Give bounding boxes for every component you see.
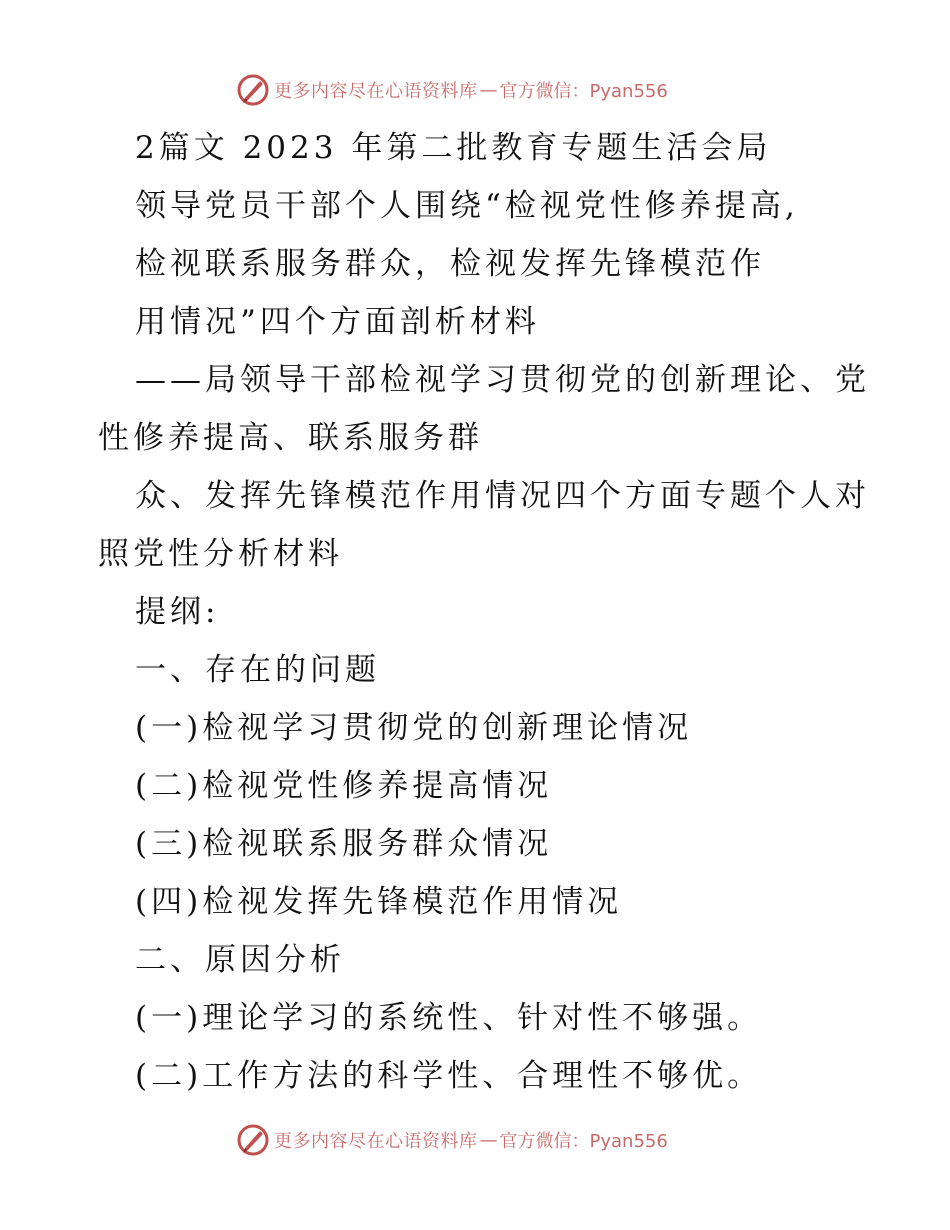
watermark-separator: — <box>479 1129 498 1151</box>
outline-heading: 提纲: <box>135 594 220 630</box>
section-heading-problems: 一、存在的问题 <box>135 652 380 688</box>
outline-item: (三)检视联系服务群众情况 <box>135 826 553 862</box>
watermark-separator: — <box>479 79 498 101</box>
section-heading-causes: 二、原因分析 <box>135 942 345 978</box>
title-line-1: 2篇文 2023 年第二批教育专题生活会局 <box>135 130 772 166</box>
watermark-text: 更多内容尽在心语资料库 <box>274 81 478 102</box>
subtitle-line-4: 照党性分析材料 <box>98 536 343 572</box>
outline-item: (二)检视党性修养提高情况 <box>135 768 553 804</box>
watermark-account: 官方微信：Pyan556 <box>499 81 668 102</box>
pen-logo-icon <box>236 1123 270 1157</box>
footer-watermark <box>236 1123 668 1157</box>
watermark-text: 更多内容尽在心语资料库 <box>274 1131 478 1152</box>
pen-logo-icon <box>236 73 270 107</box>
subtitle-line-1: ——局领导干部检视学习贯彻党的创新理论、党 <box>135 362 870 398</box>
title-line-4: 用情况”四个方面剖析材料 <box>135 304 540 340</box>
outline-item: (一)理论学习的系统性、针对性不够强。 <box>135 1000 763 1036</box>
watermark-account: 官方微信：Pyan556 <box>499 1131 668 1152</box>
outline-item: (四)检视发挥先锋模范作用情况 <box>135 884 623 920</box>
outline-item: (一)检视学习贯彻党的创新理论情况 <box>135 710 693 746</box>
header-watermark <box>236 73 668 107</box>
subtitle-line-3: 众、发挥先锋模范作用情况四个方面专题个人对 <box>135 478 870 514</box>
title-line-2: 领导党员干部个人围绕“检视党性修养提高, <box>135 188 799 224</box>
subtitle-line-2: 性修养提高、联系服务群 <box>98 420 483 456</box>
outline-item: (二)工作方法的科学性、合理性不够优。 <box>135 1058 763 1094</box>
title-line-3: 检视联系服务群众，检视发挥先锋模范作 <box>135 246 765 282</box>
